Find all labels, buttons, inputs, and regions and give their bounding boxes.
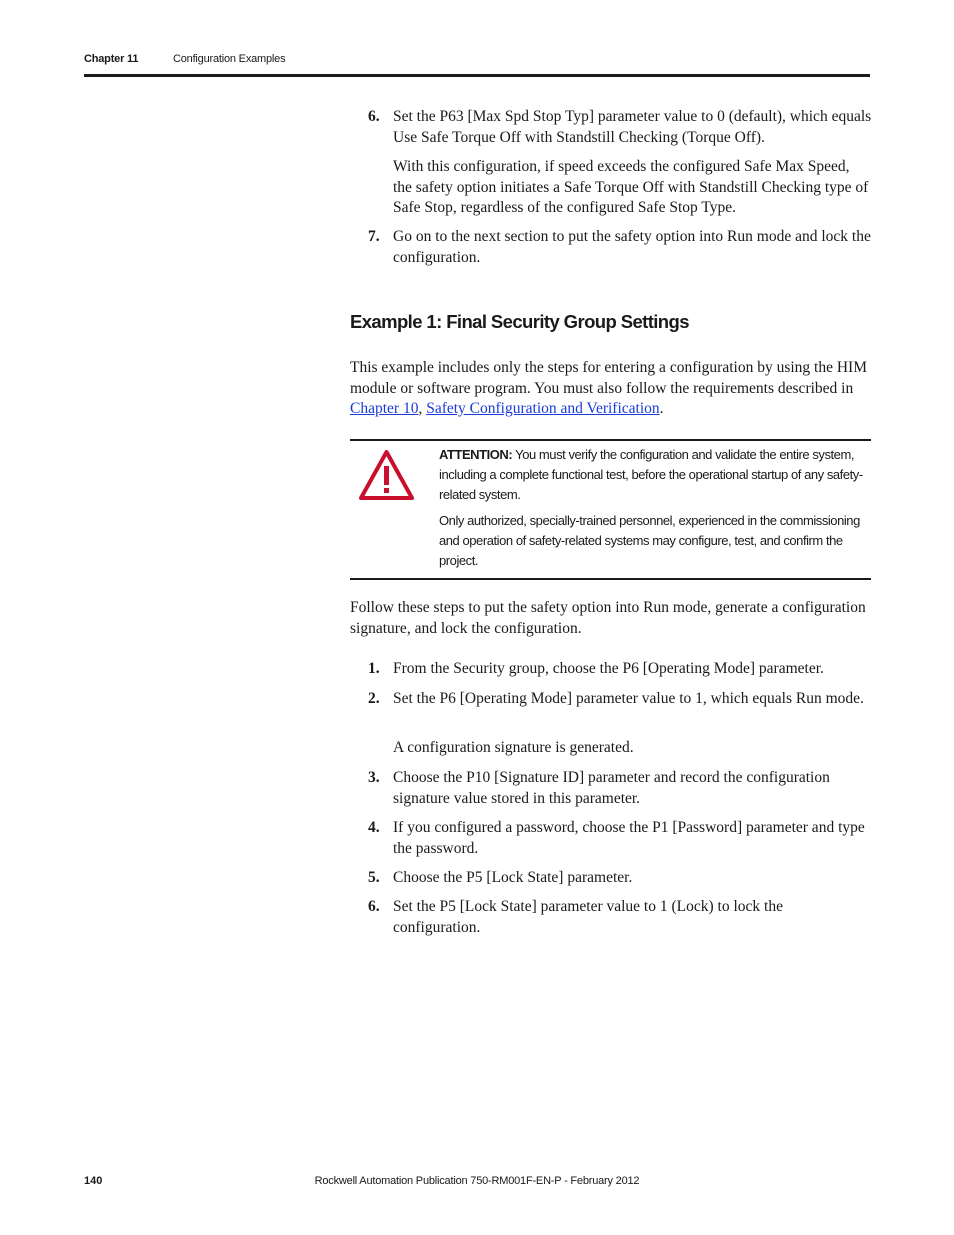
step-number: 1.: [368, 660, 380, 677]
step-note: With this configuration, if speed exceeds the configured Safe Max Speed, the safety option initiates a Safe Torque Off with Standstill Checking type of Safe Stop, regardless of the configured Safe Stop Type.: [393, 158, 869, 216]
intro-separator: ,: [418, 400, 427, 417]
attention-text: [439, 445, 869, 505]
step-text: Choose the P10 [Signature ID] parameter and record the configuration signature value stored in this parameter.: [393, 769, 830, 807]
header-section-title: Configuration Examples: [173, 53, 286, 65]
step-text: Set the P63 [Max Spd Stop Typ] parameter value to 0 (default), which equals Use Safe Torque Off with Standstill Checking (Torque Off).: [393, 108, 872, 146]
header-chapter: Chapter 11: [84, 53, 139, 65]
attention-bottom-rule: [350, 578, 871, 580]
warning-triangle-icon: [359, 450, 414, 500]
attention-body: You must verify the configuration and validate the entire system, including a complete functional test, before the operational startup of any safety-related system.: [439, 447, 863, 502]
step-number: 4.: [368, 819, 380, 836]
footer-publication: Rockwell Automation Publication 750-RM001F-EN-P - February 2012: [314, 1175, 640, 1187]
header-rule: [84, 74, 870, 77]
step-note: A configuration signature is generated.: [393, 739, 634, 756]
step-text: If you configured a password, choose the P1 [Password] parameter and type the password.: [393, 819, 865, 857]
safety-configuration-link[interactable]: Safety Configuration and Verification: [426, 400, 660, 417]
attention-note: Only authorized, specially-trained personnel, experienced in the commissioning and operation of safety-related systems may configure, test, and confirm the project.: [439, 513, 860, 568]
intro-paragraph: [350, 358, 870, 420]
step-text: Set the P5 [Lock State] parameter value to 1 (Lock) to lock the configuration.: [393, 898, 783, 936]
intro-end: .: [659, 400, 664, 417]
page-number: 140: [84, 1175, 103, 1187]
step-number: 5.: [368, 869, 380, 886]
intro-text: This example includes only the steps for entering a configuration by using the HIM module or software program. You must also follow the requirements described in: [350, 359, 867, 397]
chapter-10-link[interactable]: Chapter 10: [350, 400, 419, 417]
running-header: [84, 53, 870, 75]
step-number: 3.: [368, 769, 380, 786]
step-number: 6.: [368, 108, 380, 125]
attention-top-rule: [350, 439, 871, 441]
step-number: 7.: [368, 228, 380, 245]
follow-paragraph: Follow these steps to put the safety option into Run mode, generate a configuration signature, and lock the configuration.: [350, 599, 866, 637]
step-text: Go on to the next section to put the safety option into Run mode and lock the configuration.: [393, 228, 871, 266]
step-number: 2.: [368, 690, 380, 707]
attention-label: ATTENTION:: [439, 447, 513, 462]
step-number: 6.: [368, 898, 380, 915]
step-text: From the Security group, choose the P6 [Operating Mode] parameter.: [393, 660, 824, 677]
section-heading: Example 1: Final Security Group Settings: [350, 311, 689, 332]
step-text: Choose the P5 [Lock State] parameter.: [393, 869, 633, 886]
step-text: Set the P6 [Operating Mode] parameter value to 1, which equals Run mode.: [393, 690, 864, 707]
